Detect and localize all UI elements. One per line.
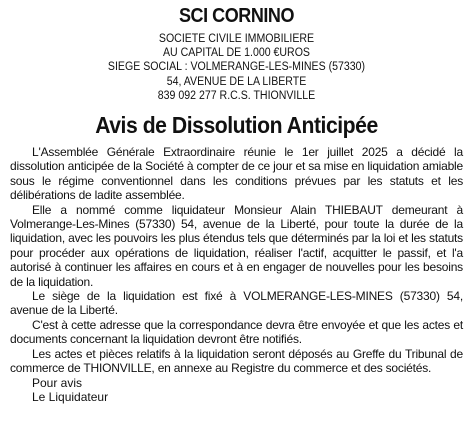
- notice-title: Avis de Dissolution Anticipée: [95, 112, 378, 139]
- paragraph-dissolution: L'Assemblée Générale Extraordinaire réunie le 1er juillet 2025 a décidé la dissolution anticipée de la Société à compter de ce jour et sa mise en liquidation amiable sous le régime conventionnel dans les conditions prévues par les statuts et les délibérations de ladite assemblée.: [10, 145, 463, 203]
- company-legal-form: SOCIETE CIVILE IMMOBILIERE: [158, 33, 315, 45]
- paragraph-liquidator: Elle a nommé comme liquidateur Monsieur Alain THIEBAUT demeurant à Volmerange-Les-Mines (57330) 54, avenue de la Liberté, pour toute la durée de la liquidation, avec les pouvoirs les plus étendus tels que déterminés par la loi et les statuts pour procéder aux opérations de liquidation, réaliser l'actif, acquitter le passif, et l'a autorisé à continuer les affaires en cours et à en engager de nouvelles pour les besoins de la liquidation.: [10, 202, 463, 289]
- company-head-office: SIEGE SOCIAL : VOLMERANGE-LES-MINES (57330): [107, 61, 366, 74]
- company-details: [28, 32, 445, 103]
- signoff: [10, 376, 463, 405]
- paragraph-liquidation-seat: Le siège de la liquidation est fixé à VOLMERANGE-LES-MINES (57330) 54, avenue de la Liberté.: [10, 289, 463, 318]
- company-address: 54, AVENUE DE LA LIBERTE: [166, 75, 307, 88]
- closing-text: Pour avis: [32, 375, 83, 390]
- company-capital: AU CAPITAL DE 1.000 €UROS: [162, 47, 310, 60]
- company-registration: 839 092 277 R.C.S. THIONVILLE: [157, 89, 316, 102]
- paragraph-filing: Les actes et pièces relatifs à la liquidation seront déposés au Greffe du Tribunal de commerce de THIONVILLE, en annexe au Registre du commerce et des sociétés.: [10, 346, 463, 376]
- signature-text: Le Liquidateur: [32, 389, 109, 404]
- company-name: SCI CORNINO: [178, 5, 295, 27]
- paragraph-correspondence: C'est à cette adresse que la correspondance devra être envoyée et que les actes et documents concernant la liquidation devront être notifiés.: [10, 317, 463, 347]
- notice-body: [10, 145, 463, 376]
